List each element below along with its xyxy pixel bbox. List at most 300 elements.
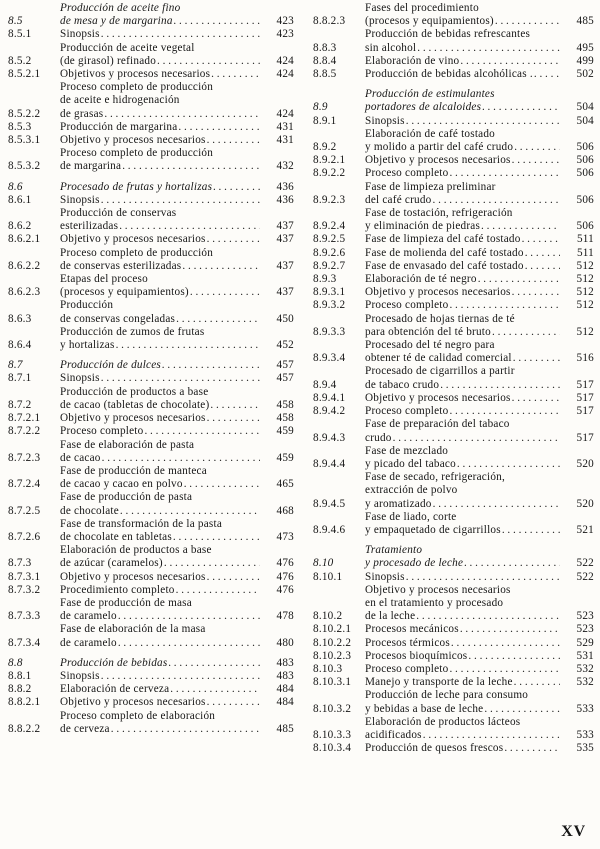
page-ref: 436 xyxy=(276,180,294,193)
dot-leader xyxy=(406,571,560,584)
section-number: 8.9 xyxy=(313,101,328,114)
dot-leader xyxy=(116,339,260,352)
title-line: Producción de bebidas alcohólicas . xyxy=(365,68,533,81)
section-number: 8.9.1 xyxy=(313,114,337,127)
toc-entry-8-7-1 xyxy=(8,372,294,385)
dot-leader xyxy=(468,650,560,663)
section-title xyxy=(60,181,260,194)
section-number: 8.7.2 xyxy=(8,398,32,411)
dot-leader xyxy=(176,584,260,597)
section-title xyxy=(365,365,560,391)
title-line: Procesado del té negro para xyxy=(365,339,495,352)
dot-leader xyxy=(512,154,560,167)
section-title xyxy=(365,511,560,537)
dot-leader xyxy=(173,531,260,544)
page-ref: 495 xyxy=(576,41,594,54)
section-title xyxy=(60,42,260,68)
dot-leader xyxy=(118,610,260,623)
dot-leader xyxy=(168,657,260,670)
dot-leader xyxy=(464,557,560,570)
title-line: Objetivos y procesos necesarios xyxy=(60,68,211,81)
title-line: Proceso completo xyxy=(365,167,449,180)
title-line: de chocolate xyxy=(60,504,119,517)
page-ref: 484 xyxy=(276,683,294,696)
section-number: 8.5.3.1 xyxy=(8,134,41,147)
title-line: Etapas del proceso xyxy=(60,273,148,286)
section-title xyxy=(60,518,260,544)
title-line: Elaboración de cerveza xyxy=(60,683,170,696)
toc-entry-8-9-3 xyxy=(313,273,594,286)
title-line: en el tratamiento y procesado xyxy=(365,596,504,609)
page-ref: 423 xyxy=(276,28,294,41)
toc-entry-8-5-3 xyxy=(8,121,294,134)
section-title xyxy=(365,676,560,689)
title-line: Proceso completo xyxy=(365,662,449,675)
title-line: Proceso completo de elaboración xyxy=(60,709,216,722)
section-number: 8.6.2 xyxy=(8,220,32,233)
page-ref: 533 xyxy=(576,728,594,741)
page-ref: 465 xyxy=(276,478,294,491)
toc-entry-8-7 xyxy=(8,359,294,372)
page-ref: 521 xyxy=(576,523,594,536)
section-number: 8.9.4.2 xyxy=(313,405,346,418)
section-title xyxy=(60,207,260,233)
page-ref: 485 xyxy=(276,722,294,735)
dot-leader xyxy=(481,220,560,233)
page-ref: 522 xyxy=(576,570,594,583)
section-number: 8.8.2.2 xyxy=(8,722,41,735)
title-line: Sinopsis xyxy=(60,372,100,385)
section-number: 8.9.3.2 xyxy=(313,299,346,312)
dot-leader xyxy=(119,220,260,233)
title-line: Elaboración de té negro xyxy=(365,273,477,286)
section-number: 8.9.3.4 xyxy=(313,352,346,365)
section-number: 8.5.3.2 xyxy=(8,160,41,173)
title-line: Producción de bebidas xyxy=(60,656,168,669)
dot-leader xyxy=(101,670,260,683)
title-line: Procedimiento completo xyxy=(60,583,175,596)
section-number: 8.10.2.1 xyxy=(313,623,352,636)
title-line: de caramelo xyxy=(60,610,117,623)
title-line: Objetivo y procesos necesarios xyxy=(60,134,206,147)
page-ref: 504 xyxy=(576,114,594,127)
dot-leader xyxy=(101,194,260,207)
dot-leader xyxy=(502,524,560,537)
section-title xyxy=(60,134,260,147)
dot-leader xyxy=(417,42,560,55)
dot-leader xyxy=(207,571,260,584)
section-title xyxy=(60,147,260,173)
toc-entry-8-9-3-4 xyxy=(313,339,594,365)
section-number: 8.9.4.6 xyxy=(313,523,346,536)
dot-leader xyxy=(449,167,560,180)
page-ref: 458 xyxy=(276,412,294,425)
title-line: Fase de envasado del café tostado xyxy=(365,259,524,272)
title-line: Fase de limpieza preliminar xyxy=(365,180,496,193)
title-line: y molido a partir del café crudo xyxy=(365,141,514,154)
toc-entry-8-7-2 xyxy=(8,386,294,412)
page-ref: 473 xyxy=(276,530,294,543)
toc-column-right xyxy=(313,0,594,755)
toc-entry-8-10 xyxy=(313,544,594,570)
title-line: y procesado de leche xyxy=(365,557,464,570)
toc-entry-8-9-4-1 xyxy=(313,392,594,405)
toc-entry-8-9-2-1 xyxy=(313,154,594,167)
title-line: de azúcar (caramelos) xyxy=(60,557,163,570)
dot-leader xyxy=(423,729,560,742)
section-number: 8.7.3.3 xyxy=(8,610,41,623)
section-number: 8.6.1 xyxy=(8,193,32,206)
title-line: y eliminación de piedras xyxy=(365,220,481,233)
toc-entry-8-5-3-1 xyxy=(8,134,294,147)
title-line: Elaboración de vino xyxy=(365,54,460,67)
section-number: 8.5.2 xyxy=(8,54,32,67)
title-line: (procesos y equipamientos) xyxy=(60,286,189,299)
dot-leader xyxy=(190,286,260,299)
title-line: sin alcohol xyxy=(365,41,417,54)
title-line: Producción de aceite vegetal xyxy=(60,41,195,54)
section-number: 8.10.3.1 xyxy=(313,676,352,689)
dot-leader xyxy=(184,478,260,491)
dot-leader xyxy=(120,505,260,518)
toc-entry-8-9-2-6 xyxy=(313,247,594,260)
dot-leader xyxy=(433,194,561,207)
title-line: Producción de productos a base xyxy=(60,385,209,398)
title-line: Proceso completo de producción xyxy=(60,81,214,94)
dot-leader xyxy=(440,379,560,392)
toc-entry-8-8-2 xyxy=(8,683,294,696)
title-line: Producción de aceite fino xyxy=(60,2,181,14)
title-line: y aromatizado xyxy=(365,497,432,510)
title-line: Fase de producción de masa xyxy=(60,596,192,609)
dot-leader xyxy=(478,273,560,286)
section-title xyxy=(60,28,260,41)
section-title xyxy=(365,181,560,207)
toc-entry-8-10-1 xyxy=(313,571,594,584)
dot-leader xyxy=(207,696,260,709)
section-number: 8.7.2.1 xyxy=(8,412,41,425)
title-line: de margarina xyxy=(60,160,122,173)
section-number: 8.7.3.2 xyxy=(8,583,41,596)
title-line: Fase de elaboración de la masa xyxy=(60,623,206,636)
title-line: Elaboración de productos lácteos xyxy=(365,715,521,728)
dot-leader xyxy=(207,412,260,425)
section-number: 8.7 xyxy=(8,359,23,372)
section-number: 8.8.3 xyxy=(313,41,337,54)
page-ref: 512 xyxy=(576,273,594,286)
section-title xyxy=(60,121,260,134)
section-title xyxy=(365,299,560,312)
page-ref: 485 xyxy=(576,15,594,28)
section-title xyxy=(60,696,260,709)
title-line: Proceso completo xyxy=(60,425,144,438)
section-title xyxy=(60,670,260,683)
dot-leader xyxy=(174,15,260,28)
section-title xyxy=(60,571,260,584)
page-ref: 506 xyxy=(576,193,594,206)
section-number: 8.6.3 xyxy=(8,312,32,325)
title-line: Fase de secado, refrigeración, xyxy=(365,471,505,484)
page-ref: 432 xyxy=(276,160,294,173)
toc-entry-8-10-2-2 xyxy=(313,637,594,650)
toc-entry-8-6-2-2 xyxy=(8,247,294,273)
toc-entry-8-5 xyxy=(8,2,294,28)
section-number: 8.7.3 xyxy=(8,557,32,570)
title-line: Fase de elaboración de pasta xyxy=(60,438,195,451)
section-title xyxy=(60,247,260,273)
title-line: Procesado de frutas y hortalizas xyxy=(60,180,213,193)
title-line: Producción de dulces xyxy=(60,359,161,372)
dot-leader xyxy=(102,452,260,465)
section-title xyxy=(60,194,260,207)
section-title xyxy=(365,392,560,405)
section-number: 8.6.2.1 xyxy=(8,233,41,246)
title-line: Objetivo y procesos necesarios xyxy=(365,391,511,404)
title-line: Producción de leche para consumo xyxy=(365,689,529,702)
section-number: 8.9.3.1 xyxy=(313,286,346,299)
title-line: de cacao xyxy=(60,451,101,464)
title-line: Tratamiento xyxy=(365,544,423,557)
title-line: de cerveza xyxy=(60,722,110,735)
section-title xyxy=(60,412,260,425)
dot-leader xyxy=(211,68,260,81)
section-number: 8.5.2.1 xyxy=(8,68,41,81)
dot-leader xyxy=(449,299,560,312)
title-line: de conservas congeladas xyxy=(60,312,176,325)
title-line: Procesos mecánicos xyxy=(365,623,459,636)
page-ref: 476 xyxy=(276,557,294,570)
title-line: Fase de mezclado xyxy=(365,444,449,457)
toc-entry-8-10-2-1 xyxy=(313,623,594,636)
page-ref: 517 xyxy=(576,391,594,404)
dot-leader xyxy=(176,313,260,326)
section-number: 8.8.5 xyxy=(313,68,337,81)
section-title xyxy=(365,260,560,273)
page-ref: 506 xyxy=(576,220,594,233)
toc-entry-8-6-2 xyxy=(8,207,294,233)
page-ref: 516 xyxy=(576,352,594,365)
page-ref: 423 xyxy=(276,15,294,28)
section-number: 8.10.3.3 xyxy=(313,728,352,741)
section-number: 8.7.3.1 xyxy=(8,570,41,583)
dot-leader xyxy=(178,121,260,134)
title-line: Manejo y transporte de la leche xyxy=(365,676,513,689)
title-line: de grasas xyxy=(60,107,104,120)
toc-entry-8-7-2-2 xyxy=(8,425,294,438)
section-title xyxy=(365,742,560,755)
toc-entry-8-9 xyxy=(313,88,594,114)
page-ref: 483 xyxy=(276,669,294,682)
toc-entry-8-7-3-4 xyxy=(8,623,294,649)
title-line: de tabaco crudo xyxy=(365,378,440,391)
section-number: 8.8.2.1 xyxy=(8,696,41,709)
toc-entry-8-8 xyxy=(8,657,294,670)
section-title xyxy=(365,154,560,167)
title-line: Producción de conservas xyxy=(60,207,177,220)
page-ref: 436 xyxy=(276,193,294,206)
section-title xyxy=(365,247,560,260)
section-number: 8.9.2.6 xyxy=(313,246,346,259)
toc-entry-8-9-3-3 xyxy=(313,313,594,339)
dot-leader xyxy=(157,55,260,68)
title-line: Fase de producción de manteca xyxy=(60,464,207,477)
toc-entry-8-7-3-2 xyxy=(8,584,294,597)
section-number: 8.9.2.7 xyxy=(313,259,346,272)
section-number: 8.9.2 xyxy=(313,141,337,154)
toc-entry-8-9-2 xyxy=(313,128,594,154)
section-title xyxy=(60,273,260,299)
dot-leader xyxy=(525,260,560,273)
dot-leader xyxy=(182,260,260,273)
section-number: 8.9.4.5 xyxy=(313,497,346,510)
toc-entry-8-9-4 xyxy=(313,365,594,391)
section-title xyxy=(60,597,260,623)
section-title xyxy=(60,386,260,412)
section-number: 8.7.2.5 xyxy=(8,504,41,517)
title-line: de cacao (tabletas de chocolate) xyxy=(60,398,210,411)
dot-leader xyxy=(512,392,560,405)
title-line: Procesado de cigarrillos a partir xyxy=(365,365,515,378)
toc-entry-8-10-3-2 xyxy=(313,689,594,715)
page-ref: 483 xyxy=(276,656,294,669)
page-ref: 424 xyxy=(276,54,294,67)
title-line: Objetivo y procesos necesarios xyxy=(365,583,511,596)
dot-leader xyxy=(449,405,560,418)
section-number: 8.5.2.2 xyxy=(8,107,41,120)
section-number: 8.8 xyxy=(8,656,23,669)
title-line: Fase de tostación, refrigeración xyxy=(365,207,513,220)
section-title xyxy=(365,471,560,511)
section-title xyxy=(365,689,560,715)
title-line: Fase de producción de pasta xyxy=(60,491,193,504)
toc-entry-8-8-2-2 xyxy=(8,710,294,736)
page-ref: 517 xyxy=(576,405,594,418)
toc-entry-8-10-2-3 xyxy=(313,650,594,663)
section-number: 8.7.2.6 xyxy=(8,530,41,543)
page-number: XV xyxy=(561,823,586,840)
section-title xyxy=(365,273,560,286)
section-title xyxy=(365,2,560,28)
dot-leader xyxy=(492,326,560,339)
page-ref: 520 xyxy=(576,457,594,470)
page-ref: 437 xyxy=(276,286,294,299)
section-title xyxy=(60,491,260,517)
section-number: 8.10 xyxy=(313,557,334,570)
toc-entry-8-6-2-3 xyxy=(8,273,294,299)
dot-leader xyxy=(433,498,560,511)
dot-leader xyxy=(504,742,560,755)
title-line: Producción de quesos frescos xyxy=(365,742,504,755)
title-line: Proceso completo de producción xyxy=(60,147,214,160)
dot-leader xyxy=(460,623,560,636)
section-number: 8.9.4.1 xyxy=(313,391,346,404)
dot-leader xyxy=(514,141,560,154)
section-number: 8.10.3.2 xyxy=(313,702,352,715)
dot-leader xyxy=(534,68,560,81)
section-number: 8.9.2.1 xyxy=(313,154,346,167)
section-number: 8.6 xyxy=(8,180,23,193)
section-title xyxy=(365,418,560,444)
title-line: de la leche xyxy=(365,610,416,623)
toc-entry-8-9-4-2 xyxy=(313,405,594,418)
page-ref: 499 xyxy=(576,54,594,67)
toc-entry-8-7-3-3 xyxy=(8,597,294,623)
section-number: 8.10.2 xyxy=(313,610,343,623)
page-ref: 480 xyxy=(276,636,294,649)
dot-leader xyxy=(451,637,560,650)
section-number: 8.9.2.3 xyxy=(313,193,346,206)
page-ref: 431 xyxy=(276,120,294,133)
title-line: y empaquetado de cigarrillos xyxy=(365,523,501,536)
toc-entry-8-8-4 xyxy=(313,55,594,68)
section-title xyxy=(60,623,260,649)
toc-entry-8-10-2 xyxy=(313,584,594,624)
toc-entry-8-8-3 xyxy=(313,28,594,54)
dot-leader xyxy=(512,286,560,299)
page-ref: 478 xyxy=(276,610,294,623)
toc-entry-8-10-3 xyxy=(313,663,594,676)
dot-leader xyxy=(406,115,560,128)
section-title xyxy=(365,167,560,180)
title-line: de cacao y cacao en polvo xyxy=(60,478,183,491)
dot-leader xyxy=(170,683,260,696)
title-line: de chocolate en tabletas xyxy=(60,530,172,543)
page-ref: 458 xyxy=(276,398,294,411)
page-ref: 517 xyxy=(576,431,594,444)
toc-entry-8-8-2-1 xyxy=(8,696,294,709)
toc-entry-8-7-3-1 xyxy=(8,571,294,584)
section-title xyxy=(365,650,560,663)
toc-entry-8-5-2 xyxy=(8,42,294,68)
toc-entry-8-7-3 xyxy=(8,544,294,570)
page-ref: 523 xyxy=(576,623,594,636)
dot-leader xyxy=(164,557,260,570)
section-title xyxy=(365,445,560,471)
section-title xyxy=(365,313,560,339)
dot-leader xyxy=(207,233,260,246)
title-line: Procesos bioquímicos xyxy=(365,649,468,662)
toc-entry-8-10-3-1 xyxy=(313,676,594,689)
section-number: 8.5 xyxy=(8,15,23,28)
section-number: 8.9.3.3 xyxy=(313,325,346,338)
page-ref: 450 xyxy=(276,312,294,325)
toc-entry-8-9-2-4 xyxy=(313,207,594,233)
title-line: Fase de preparación del tabaco xyxy=(365,418,510,431)
section-title xyxy=(60,68,260,81)
title-line: Proceso completo xyxy=(365,405,449,418)
title-line: Objetivo y procesos necesarios xyxy=(365,286,511,299)
toc-entry-8-7-2-6 xyxy=(8,518,294,544)
page-ref: 520 xyxy=(576,497,594,510)
section-number: 8.5.3 xyxy=(8,120,32,133)
toc-entry-8-9-2-3 xyxy=(313,181,594,207)
page-ref: 457 xyxy=(276,359,294,372)
dot-leader xyxy=(111,723,260,736)
section-title xyxy=(365,128,560,154)
title-line: Elaboración de café tostado xyxy=(365,127,495,140)
section-number: 8.9.3 xyxy=(313,273,337,286)
page-ref: 532 xyxy=(576,662,594,675)
toc-entry-8-6 xyxy=(8,181,294,194)
section-title xyxy=(365,233,560,246)
title-line: Objetivo y procesos necesarios xyxy=(60,696,206,709)
section-number: 8.10.1 xyxy=(313,570,343,583)
title-line: Procesado de hojas tiernas de té xyxy=(365,312,515,325)
toc-entry-8-7-2-4 xyxy=(8,465,294,491)
toc-entry-8-10-3-3 xyxy=(313,716,594,742)
page-ref: 523 xyxy=(576,610,594,623)
section-number: 8.9.2.4 xyxy=(313,220,346,233)
